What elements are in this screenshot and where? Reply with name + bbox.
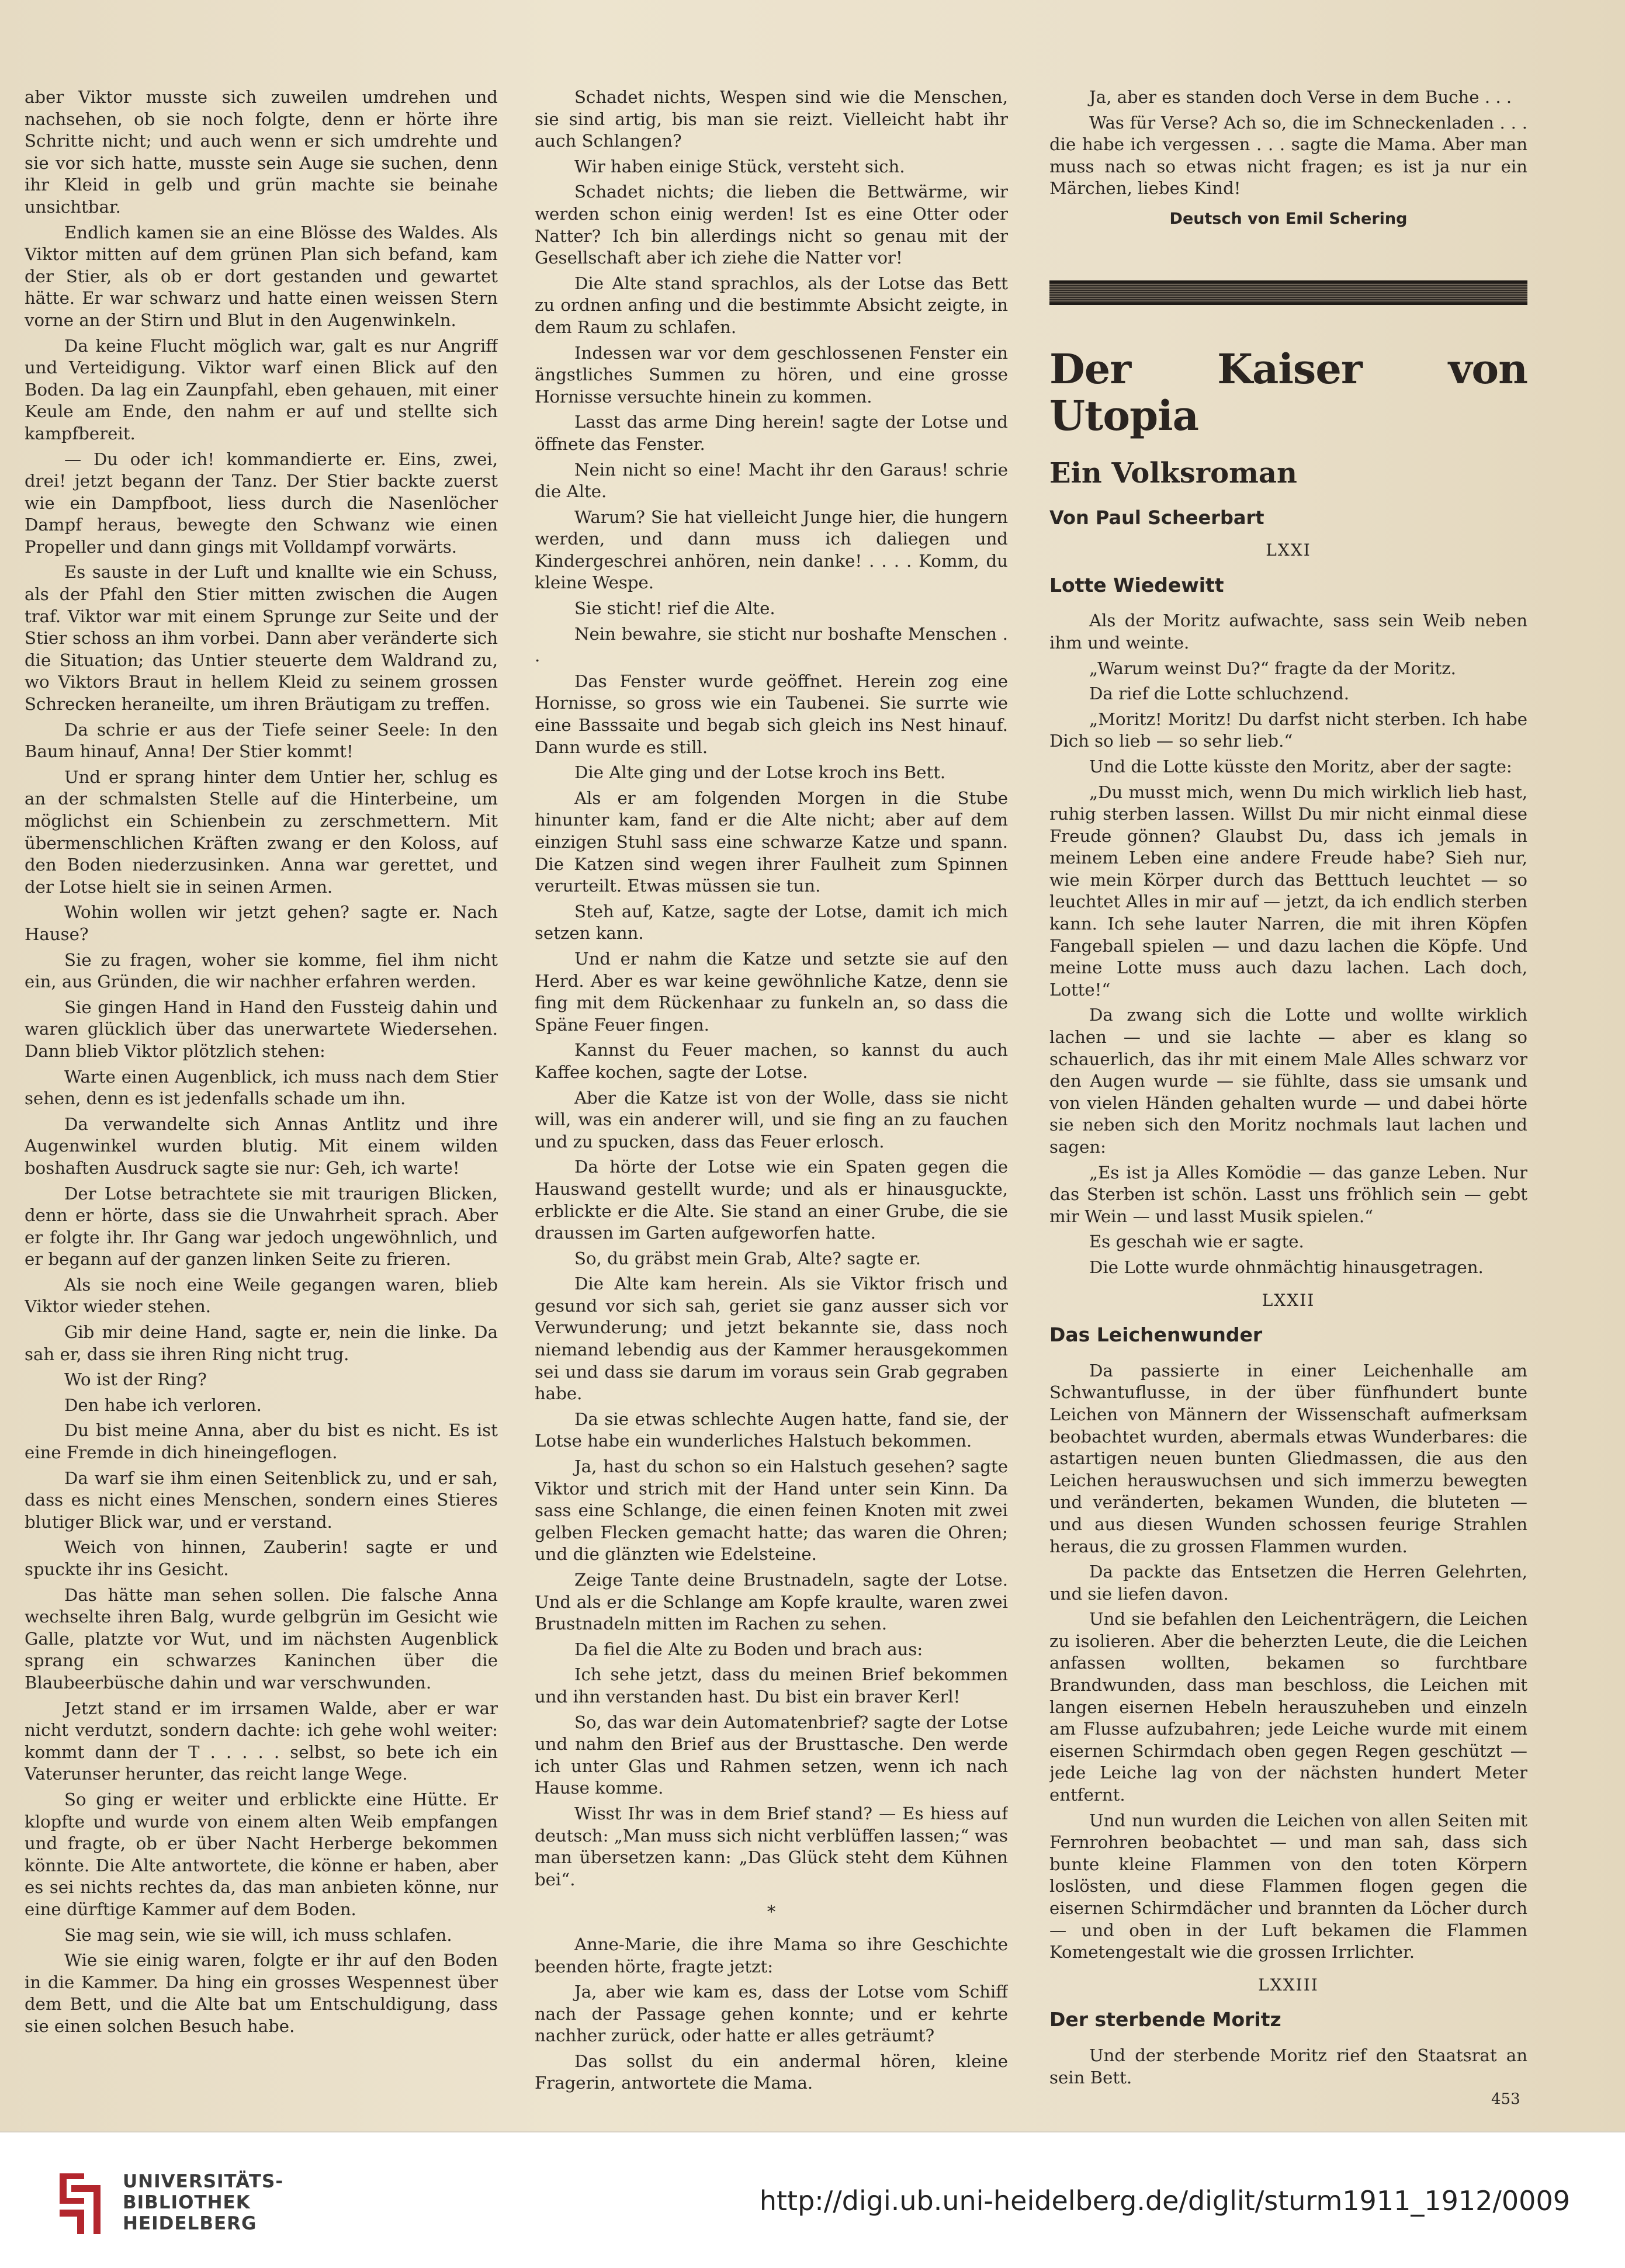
column-right [1049,86,1527,2096]
paragraph: Da sie etwas schlechte Augen hatte, fand sie, der Lotse habe ein wunderliches Halstuch bekommen. [535,1409,1008,1451]
institution-name [123,2171,283,2234]
paragraph: Wisst Ihr was in dem Brief stand? — Es hiess auf deutsch: „Man muss sich nicht verblüffen lassen;“ was man übersetzen kann: „Das Glück steht dem Kühnen bei“. [535,1803,1008,1889]
paragraph: Das sollst du ein andermal hören, kleine Fragerin, antwortete die Mama. [535,2051,1008,2093]
chapter-number: LXXII [1262,1290,1315,1310]
paragraph: Jetzt stand er im irrsamen Walde, aber er war nicht verdutzt, sondern dachte: ich gehe wohl weiter: kommt dann der T . . . . . selbst, so bete ich ein Vaterunser herunter, das reicht lange Wege. [25,1698,498,1784]
paragraph: Zeige Tante deine Brustnadeln, sagte der Lotse. Und als er die Schlange am Kopfe kraulte, waren zwei Brustnadeln mitten im Rachen zu sehen. [535,1570,1008,1634]
paragraph: Was für Verse? Ach so, die im Schneckenladen . . . die habe ich vergessen . . . sagte die Mama. Aber man muss nach so etwas nicht fragen; es ist ja nur ein Märchen, liebes Kind! [1049,112,1527,199]
section-divider-rule [1049,280,1527,305]
paragraph: — Du oder ich! kommandierte er. Eins, zwei, drei! jetzt begann der Tanz. Der Stier backte zuerst wie ein Dampfboot, liess durch die Nasenlöcher Dampf heraus, bewegte den Schwanz wie einen Propeller und dann gings mit Volldampf vorwärts. [25,449,498,557]
paragraph: Wir haben einige Stück, versteht sich. [574,156,905,176]
paragraph: Warum? Sie hat vielleicht Junge hier, die hungern werden, und dann muss ich daliegen und Kindergeschrei anhören, nein danke! . . . . Komm, du kleine Wespe. [535,507,1008,593]
paragraph: Schadet nichts; die lieben die Bettwärme, wir werden schon einig werden! Ist es eine Otter oder Natter? Ich bin allerdings nicht so genau mit der Gesellschaft aber ich ziehe die Natter vor! [535,182,1008,268]
author-byline: Von Paul Scheerbart [1049,506,1264,529]
paragraph: Da warf sie ihm einen Seitenblick zu, und er sah, dass es nicht eines Menschen, sondern eines Stieres blutiger Blick war, und er verstand. [25,1468,498,1532]
paragraph: Da zwang sich die Lotte und wollte wirklich lachen — und sie lachte — aber es klang so schauerlich, das ihr mit einem Male Alles schwarz vor den Augen wurde — sie fühlte, dass sie umsank und von vielen Händen gehalten wurde — und dabei hörte sie neben sich den Moritz nochmals laut lachen und sagen: [1049,1005,1527,1157]
paragraph: Du bist meine Anna, aber du bist es nicht. Es ist eine Fremde in dich hineingeflogen. [25,1420,498,1463]
paragraph: Sie mag sein, wie sie will, ich muss schlafen. [64,1924,452,1945]
paragraph: Da hörte der Lotse wie ein Spaten gegen die Hauswand gestellt wurde; und als er hinausguckte, erblickte er die Alte. Sie stand an einer Grube, die sie draussen im Garten aufgeworfen hatte. [535,1157,1008,1243]
paragraph: So, du gräbst mein Grab, Alte? sagte er. [574,1248,921,1268]
paragraph: Da packte das Entsetzen die Herren Gelehrten, und sie liefen davon. [1049,1562,1527,1604]
paragraph: Sie sticht! rief die Alte. [574,598,775,619]
paragraph: Sie gingen Hand in Hand den Fussteig dahin und waren glücklich über das unerwartete Wiedersehen. Dann blieb Viktor plötzlich stehen: [25,997,498,1061]
paragraph: „Moritz! Moritz! Du darfst nicht sterben. Ich habe Dich so lieb — so sehr lieb.“ [1049,709,1527,751]
paragraph: Da verwandelte sich Annas Antlitz und ihre Augenwinkel wurden blutig. Mit einem wilden boshaften Ausdruck sagte sie nur: Geh, ich warte! [25,1114,498,1178]
digitization-footer [0,2131,1625,2268]
paragraph: So, das war dein Automatenbrief? sagte der Lotse und nahm den Brief aus der Brusttasche. Den werde ich unter Glas und Rahmen setzen, wenn ich nach Hause komme. [535,1712,1008,1798]
paragraph: Weich von hinnen, Zauberin! sagte er und spuckte ihr ins Gesicht. [25,1537,498,1579]
article-title: Der Kaiser von Utopia [1049,344,1527,440]
paragraph: „Warum weinst Du?“ fragte da der Moritz. [1089,658,1456,678]
translator-credit: Deutsch von Emil Schering [1169,209,1408,228]
paragraph: Das hätte man sehen sollen. Die falsche Anna wechselte ihren Balg, wurde gelbgrün im Gesicht wie Galle, platzte vor Wut, und im nächsten Augenblick sprang ein schwarzes Kaninchen über die Blaubeerbüsche dahin und war verschwunden. [25,1584,498,1693]
paragraph: Und er nahm die Katze und setzte sie auf den Herd. Aber es war keine gewöhnliche Katze, denn sie fing mit dem Rückenhaar zu funkeln an, so dass die Späne Feuer fingen. [535,948,1008,1035]
paragraph: Die Lotte wurde ohnmächtig hinausgetragen. [1089,1257,1484,1277]
paragraph: Der Lotse betrachtete sie mit traurigen Blicken, denn er hörte, dass sie die Unwahrheit sprach. Aber er folgte ihr. Ihr Gang war jedoch ungewöhnlich, und er begann auf der ganzen linken Seite zu frieren. [25,1183,498,1270]
paragraph: Die Alte stand sprachlos, als der Lotse das Bett zu ordnen anfing und die bestimmte Absicht zeigte, in dem Raum zu schlafen. [535,273,1008,337]
paragraph: Es sauste in der Luft und knallte wie ein Schuss, als der Pfahl den Stier mitten zwischen die Augen traf. Viktor war mit einem Sprunge zur Seite und der Stier schoss an ihm vorbei. Dann aber veränderte sich die Situation; das Untier steuerte dem Waldrand zu, wo Viktors Braut in hellem Kleid zu seinem grossen Schrecken heraneilte, um ihren Bräutigam zu treffen. [25,562,498,715]
paragraph: Da keine Flucht möglich war, galt es nur Angriff und Verteidigung. Viktor warf einen Blick auf den Boden. Da lag ein Zaunpfahl, eben gehauen, mit einer Keule am Ende, den nahm er auf und stellte sich kampfbereit. [25,335,498,443]
column-middle [535,86,1008,2096]
paragraph: Da fiel die Alte zu Boden und brach aus: [574,1639,923,1659]
paragraph: Ja, hast du schon so ein Halstuch gesehen? sagte Viktor und strich mit der Hand unter sein Kinn. Da sass eine Schlange, die einen feinen Knoten mit zwei gelben Flecken gemacht hatte; das waren die Ohren; und die glänzten wie Edelsteine. [535,1456,1008,1565]
paragraph: Nein nicht so eine! Macht ihr den Garaus! schrie die Alte. [535,459,1008,502]
paragraph: Steh auf, Katze, sagte der Lotse, damit ich mich setzen kann. [535,901,1008,944]
paragraph: Indessen war vor dem geschlossenen Fenster ein ängstliches Summen zu hören, und eine grosse Hornisse versuchte hinein zu kommen. [535,342,1008,407]
paragraph: Lasst das arme Ding herein! sagte der Lotse und öffnete das Fenster. [535,412,1008,454]
paragraph: Da passierte in einer Leichenhalle am Schwantuflusse, in der über fünfhundert bunte Leichen von Männern der Wissenschaft aufmerksam beobachtet wurden, abermals etwas Wunderbares: die astartigen neuen bunten Gliedmassen, die aus den Leichen herauswuchsen und sich immerzu bewegten und veränderten, bekamen Wunden, die bluteten — und aus diesen Wunden schossen feurige Strahlen heraus, die zu grossen Flammen wurden. [1049,1360,1527,1556]
paragraph: Ja, aber es standen doch Verse in dem Buche . . . [1089,87,1512,107]
paragraph: „Du musst mich, wenn Du mich wirklich lieb hast, ruhig sterben lassen. Willst Du mir nicht einmal diese Freude gönnen? Glaubst Du, dass ich jemals in meinem Leben eine andere Freude habe? Sieh nur, wie mein Körper durch das Betttuch leuchtet — so leuchtet Alles in mir auf — jetzt, da ich endlich sterben kann. Ich sehe lauter Narren, die mit ihren Köpfen Fangeball spielen — und dazu lachen die Köpfe. Und meine Lotte muss auch dazu lachen. Lach doch, Lotte!“ [1049,782,1527,1000]
institution-line: BIBLIOTHEK [123,2192,251,2213]
paragraph: Warte einen Augenblick, ich muss nach dem Stier sehen, denn es ist jedenfalls schade um ihn. [25,1066,498,1109]
page-number: 453 [1491,2090,1520,2108]
paragraph: Anne-Marie, die ihre Mama so ihre Geschichte beenden hörte, fragte jetzt: [535,1934,1008,1976]
paragraph: Da rief die Lotte schluchzend. [1089,684,1350,704]
paragraph: Ich sehe jetzt, dass du meinen Brief bekommen und ihn verstanden hast. Du bist ein braver Kerl! [535,1664,1008,1707]
paragraph: Aber die Katze ist von der Wolle, dass sie nicht will, was ein anderer will, und sie fing an zu fauchen und zu spucken, dass das Feuer erlosch. [535,1087,1008,1152]
paragraph: Und sie befahlen den Leichenträgern, die Leichen zu isolieren. Aber die beherzten Leute, die die Leichen anfassen wollten, bekamen so furchtbare Brandwunden, dass man beschloss, die Leichen mit langen eisernen Hebeln herauszuheben und einzeln am Flusse aufzubahren; jede Leiche wurde mit einem eisernen Schirmdach oben gegen Regen geschützt — jede Leiche lag von der nächsten hundert Meter entfernt. [1049,1609,1527,1805]
column-left [25,86,498,2096]
paragraph: Und nun wurden die Leichen von allen Seiten mit Fernrohren beobachtet — und man sah, dass sich bunte kleine Flammen von den toten Körpern loslösten, und diese Flammen flogen gegen die eisernen Schirmdächer und brannten da Löcher durch — und oben in der Luft bekamen die Flammen Kometengestalt wie die grossen Irrlichter. [1049,1810,1527,1962]
paragraph: Es geschah wie er sagte. [1089,1232,1304,1252]
paragraph: „Es ist ja Alles Komödie — das ganze Leben. Nur das Sterben ist schön. Lasst uns fröhlich sein — gebt mir Wein — und lasst Musik spielen.“ [1049,1162,1527,1226]
chapter-number: LXXI [1266,540,1311,560]
paragraph: Und die Lotte küsste den Moritz, aber der sagte: [1089,756,1512,776]
chapter-title: Das Leichenwunder [1049,1323,1263,1347]
paragraph: Den habe ich verloren. [64,1395,262,1415]
article-subtitle: Ein Volksroman [1049,456,1297,490]
paragraph: aber Viktor musste sich zuweilen umdrehen und nachsehen, ob sie noch folgte, denn er hörte ihre Schritte nicht; und auch wenn er sich umdrehte und sie vor sich hatte, musste sein Auge sie suchen, denn ihr Kleid in gelb und grün machte sie beinahe unsichtbar. [25,87,498,217]
source-url-link[interactable]: http://digi.ub.uni-heidelberg.de/diglit/sturm1911_1912/0009 [759,2185,1570,2217]
university-library-logo-icon [54,2168,106,2240]
paragraph: Als der Moritz aufwachte, sass sein Weib neben ihm und weinte. [1049,611,1527,653]
paragraph: Die Alte kam herein. Als sie Viktor frisch und gesund vor sich sah, geriet sie ganz ausser sich vor Verwunderung; und jetzt bekannte sie, dass noch niemand lebendig aus der Kammer herausgekommen sei und dass sie darum im voraus sein Grab gegraben habe. [535,1274,1008,1404]
chapter-title: Der sterbende Moritz [1049,2008,1281,2031]
chapter-title: Lotte Wiedewitt [1049,573,1224,597]
paragraph: Wohin wollen wir jetzt gehen? sagte er. Nach Hause? [25,902,498,944]
paragraph: Ja, aber wie kam es, dass der Lotse vom Schiff nach der Passage gehen konnte; und er kehrte nachher zurück, oder hatte er alles geträumt? [535,1982,1008,2046]
paragraph: Wo ist der Ring? [64,1369,207,1390]
institution-line: UNIVERSITÄTS- [123,2171,284,2192]
paragraph: So ging er weiter und erblickte eine Hütte. Er klopfte und wurde von einem alten Weib empfangen und fragte, ob er über Nacht Herberge bekommen könnte. Die Alte antwortete, die könne er haben, aber es sei nichts rechtes da, das man anbieten könne, nur eine dürftige Kammer auf dem Boden. [25,1789,498,1919]
paragraph: Da schrie er aus der Tiefe seiner Seele: In den Baum hinauf, Anna! Der Stier kommt! [25,719,498,762]
paragraph: Gib mir deine Hand, sagte er, nein die linke. Da sah er, dass sie ihren Ring nicht trug. [25,1322,498,1364]
paragraph: Nein bewahre, sie sticht nur boshafte Menschen . . [535,623,1008,666]
paragraph: Und er sprang hinter dem Untier her, schlug es an der schmalsten Stelle auf die Hinterbeine, um möglichst ein Schienbein zu zerschmettern. Mit übermenschlichen Kräften zwang er den Koloss, auf den Boden niederzusinken. Anna war gerettet, und der Lotse hielt sie in seinen Armen. [25,767,498,897]
paragraph: Als er am folgenden Morgen in die Stube hinunter kam, fand er die Alte nicht; aber auf dem einzigen Stuhl sass eine schwarze Katze und spann. Die Katzen sind wegen ihrer Faulheit zum Spinnen verurteilt. Etwas müssen sie tun. [535,788,1008,896]
chapter-number: LXXIII [1258,1975,1319,1995]
paragraph: Das Fenster wurde geöffnet. Herein zog eine Hornisse, so gross wie ein Taubenei. Sie surrte wie eine Basssaite und begab sich gleich ins Nest hinauf. Dann wurde es still. [535,671,1008,757]
paragraph: Wie sie einig waren, folgte er ihr auf den Boden in die Kammer. Da hing ein grosses Wespennest über dem Bett, und die Alte bat um Entschuldigung, dass sie einen solchen Besuch habe. [25,1950,498,2036]
paragraph: Sie zu fragen, woher sie komme, fiel ihm nicht ein, aus Gründen, die wir nachher erfahren werden. [25,949,498,992]
paragraph: Endlich kamen sie an eine Blösse des Waldes. Als Viktor mitten auf dem grünen Plan sich befand, kam der Stier, als ob er dort gestanden und gewartet hätte. Er war schwarz und hatte einen weissen Stern vorne an der Stirn und Blut in den Augenwinkeln. [25,222,498,330]
institution-line: HEIDELBERG [123,2213,257,2234]
paragraph: Die Alte ging und der Lotse kroch ins Bett. [574,762,946,783]
section-break-asterisk: * [767,1902,776,1922]
paragraph: Kannst du Feuer machen, so kannst du auch Kaffee kochen, sagte der Lotse. [535,1040,1008,1082]
paragraph: Und der sterbende Moritz rief den Staatsrat an sein Bett. [1049,2045,1527,2087]
paragraph: Schadet nichts, Wespen sind wie die Menschen, sie sind artig, bis man sie reizt. Vielleicht habt ihr auch Schlangen? [535,87,1008,151]
paragraph: Als sie noch eine Weile gegangen waren, blieb Viktor wieder stehen. [25,1274,498,1317]
